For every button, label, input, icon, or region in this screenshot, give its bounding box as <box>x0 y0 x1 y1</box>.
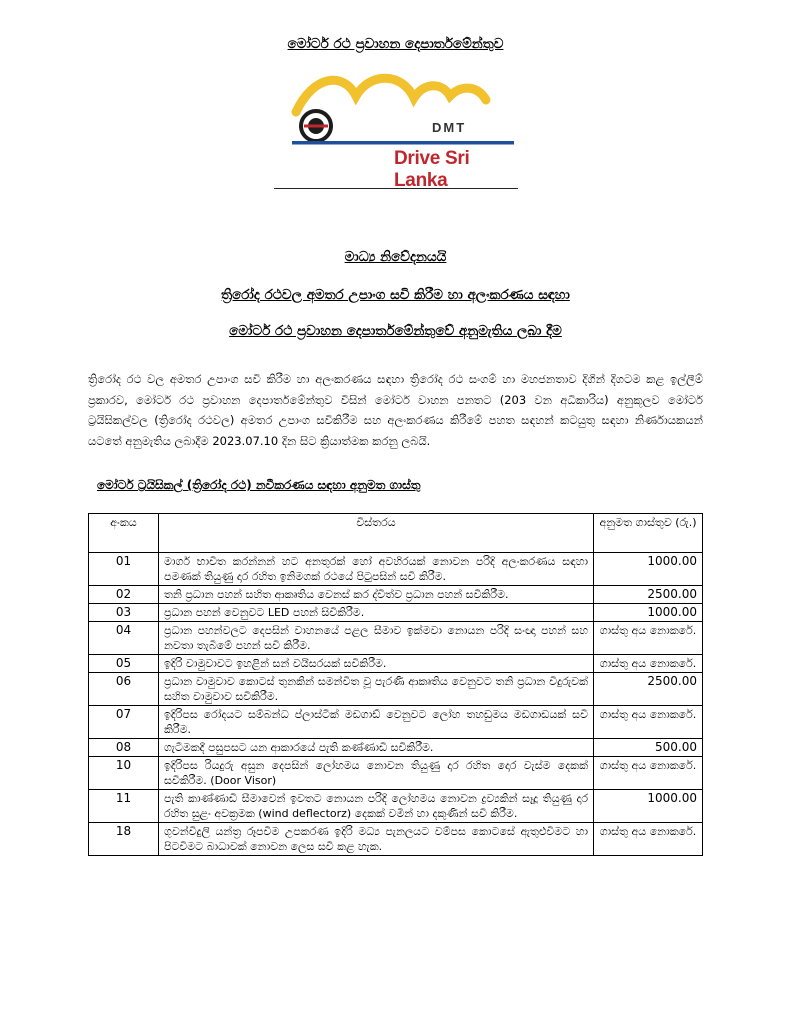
row-fee: 2500.00 <box>594 586 703 604</box>
row-fee: 1000.00 <box>594 553 703 586</box>
row-number: 08 <box>89 739 159 757</box>
row-number: 05 <box>89 655 159 673</box>
row-number: 10 <box>89 757 159 790</box>
row-fee: 2500.00 <box>594 673 703 706</box>
fee-table <box>88 513 703 856</box>
row-description: පැති කාණ්ණාඩි සීමාවෙන් ඉවතට නොයන පරිදි ලෝහමය නොවන ද්‍රව්‍යකින් සෑදූ තියුණු දාර රහිත සුළං අවක්‍රමක (wind deflectorz) දෙකක් වමින් හා දකුණින් සවි කිරීම. <box>159 790 594 823</box>
department-title: මෝටර් රථ ප්‍රවාහන දෙපාර්තමේන්තුව <box>287 36 504 52</box>
row-description: ප්‍රධාන පහන් වෙනුවට LED පහන් සිවිකිරීම. <box>159 604 594 622</box>
table-row <box>89 586 703 604</box>
row-number: 18 <box>89 823 159 856</box>
table-row <box>89 655 703 673</box>
fee-section-heading: මෝටර් ට්‍රයිසිකල් (ත්‍රිරෝද රථ) නවීකරණය සඳහා අනුමත ගාස්තු <box>97 478 421 492</box>
row-fee: 1000.00 <box>594 604 703 622</box>
column-header-description: විස්තරය <box>159 514 594 553</box>
logo-tagline: Drive Sri Lanka <box>394 148 470 191</box>
row-fee: ගාස්තු අය නොකරේ. <box>594 823 703 856</box>
row-description: ගුවන්විදුලි යන්ත්‍ර රූපවිම උපකරණ ඉදිරි මධ්‍ය පැනලයට වම්පස කොටසේ ඇතුළුවීමට හා පිටවීමට බාධාවක් නොවන ලෙස සවි කළ හැක. <box>159 823 594 856</box>
intro-paragraph: ත්‍රිරෝද රථ වල අමතර උපාංග සවි කිරීම හා අලංකරණය සඳහා ත්‍රිරෝද රථ සංගම් හා මහජනතාව දිගින් දිගටම කළ ඉල්ලීම් ප්‍රකාරව, මෝටර් රථ ප්‍රවාහන දෙපාර්තමේන්තුව විසින් මෝටර් වාහන පනතට (203 වන අධිකාරිය) අනුකූලව මෝටර් ට්‍රයිසිකල්වල (ත්‍රිරෝද රථවල) අමතර උපාංග සවිකිරීම සහ අලංකරණය කිරීමේ පහත සඳහන් කටයුතු සඳහා නිර්ණායකයන් යටතේ අනුමැතිය ලබාදීම 2023.07.10 දින සිට ක්‍රියාත්මක කරනු ලබයි. <box>88 372 703 448</box>
logo-dmt-text: DMT <box>432 120 467 135</box>
row-description: ඉදිරිපස රෝදයට සම්බන්ධ ප්ලාස්ටික් මඩගාඩ් වෙනුවට ලෝහ තහඩුමය මඩගාඩයක් සවි කිරීම. <box>159 706 594 739</box>
row-fee: ගාස්තු අය නොකරේ. <box>594 706 703 739</box>
row-number: 01 <box>89 553 159 586</box>
row-description: මාර්ග භාවිත කරන්නන් හට අනතුරක් හෝ අවහිරයක් නොවන පරිදි අලංකරණය සඳහා පමණක් තියුණු දාර රහිත ඉනිමගක් රථයේ පිටුපසින් සවි කිරීම. <box>159 553 594 586</box>
row-number: 02 <box>89 586 159 604</box>
row-description: ඉදිරිපස රියදුරු අසුන දෙපසින් ලෝහමය නොවන තියුණු දාර රහිත දොර වැස්ම දෙකක් සවිකිරීම. (Door Visor) <box>159 757 594 790</box>
row-number: 03 <box>89 604 159 622</box>
table-row <box>89 823 703 856</box>
row-description: ගැටීමකදී පසුපසට යන ආකාරයේ පැති කණ්ණාඩි සවිකිරීම. <box>159 739 594 757</box>
row-fee: ගාස්තු අය නොකරේ. <box>594 655 703 673</box>
row-fee: ගාස්තු අය නොකරේ. <box>594 622 703 655</box>
dmt-logo <box>274 70 518 189</box>
table-row <box>89 790 703 823</box>
table-header-row <box>89 514 703 553</box>
row-description: ප්‍රධාන පහන්වලට දෙපසින් වාහනයේ පළල සීමාව ඉක්මවා නොයන පරිදි සංඥා පහන් සහ නවතා තැබීමේ පහන් සවි කිරීම. <box>159 622 594 655</box>
row-number: 11 <box>89 790 159 823</box>
table-row <box>89 739 703 757</box>
press-release-title: මාධ්‍ය නිවේදනයයි <box>344 249 447 265</box>
row-number: 06 <box>89 673 159 706</box>
column-header-number: අංකය <box>89 514 159 553</box>
table-row <box>89 706 703 739</box>
row-fee: 500.00 <box>594 739 703 757</box>
row-number: 04 <box>89 622 159 655</box>
row-description: තනි ප්‍රධාන පහන් සහිත ආකෘතිය වෙනස් කර ද්විත්ව ප්‍රධාන පහන් සවිකිරීම. <box>159 586 594 604</box>
table-row <box>89 757 703 790</box>
press-release-subtitle-2: මෝටර් රථ ප්‍රවාහන දෙපාර්තමේන්තුවේ අනුමැතිය ලබා දීම <box>229 323 562 339</box>
table-row <box>89 673 703 706</box>
row-description: ප්‍රධාන වාමුවාව කොටස් තුනකින් සමන්විත වූ පැරණි ආකෘතිය වෙනුවට තනි ප්‍රධාන විදුරුවක් සහිත වාමුවාව සවිකිරීම. <box>159 673 594 706</box>
row-number: 07 <box>89 706 159 739</box>
table-row <box>89 604 703 622</box>
row-fee: 1000.00 <box>594 790 703 823</box>
row-description: ඉදිරි වාමුවාවට ඉහළින් සන් වයිසරයක් සවිකිරීම. <box>159 655 594 673</box>
press-release-subtitle-1: ත්‍රිරෝද රථවල අමතර උපාංග සවි කිරීම හා අලංකරණය සඳහා <box>221 287 570 303</box>
table-row <box>89 553 703 586</box>
column-header-fee: අනුමත ගාස්තුව (රු.) <box>594 514 703 553</box>
table-row <box>89 622 703 655</box>
row-fee: ගාස්තු අය නොකරේ. <box>594 757 703 790</box>
